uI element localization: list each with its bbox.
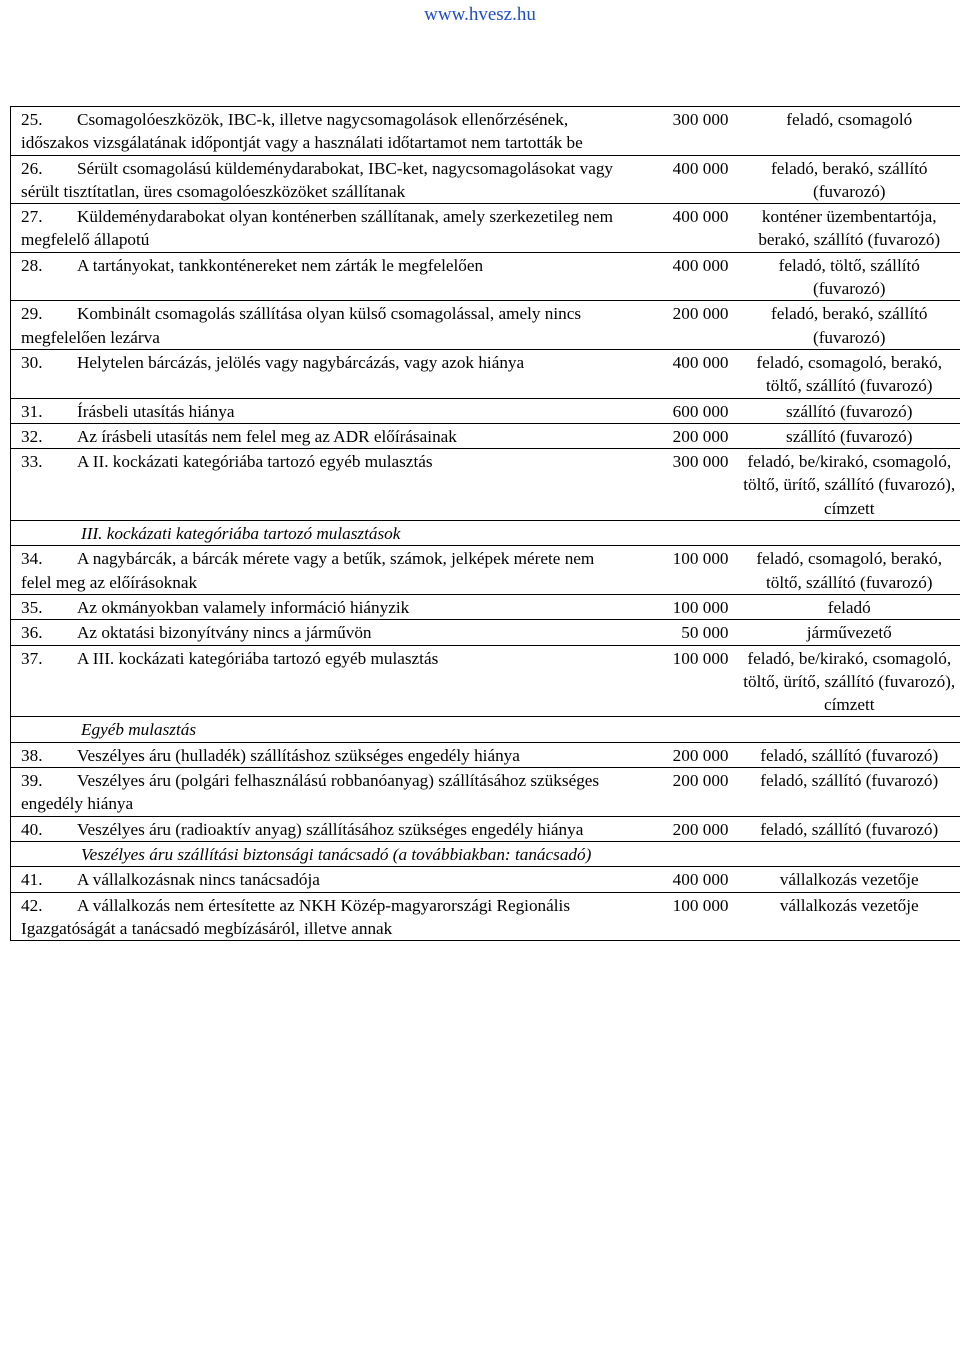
responsible-party: feladó, csomagoló, berakó, töltő, szállító (fuvarozó) bbox=[756, 352, 943, 396]
item-text: A vállalkozásnak nincs tanácsadója bbox=[77, 870, 320, 890]
item-number: 36. bbox=[21, 623, 43, 643]
description-block bbox=[11, 350, 623, 374]
fine-cell bbox=[633, 816, 741, 841]
fine-amount: 200 000 bbox=[672, 819, 729, 839]
item-number: 35. bbox=[21, 597, 43, 617]
item-text: A II. kockázati kategóriába tartozó egyéb mulasztás bbox=[77, 452, 433, 472]
spacer-cell bbox=[623, 204, 633, 253]
item-number: 40. bbox=[21, 819, 43, 839]
item-text: Az okmányokban valamely információ hiányzik bbox=[77, 597, 410, 617]
description-block bbox=[11, 449, 623, 473]
item-number: 30. bbox=[21, 352, 43, 372]
fine-amount: 300 000 bbox=[672, 452, 729, 472]
description-block bbox=[11, 399, 623, 423]
fine-cell bbox=[633, 742, 741, 767]
fine-cell bbox=[633, 449, 741, 521]
item-text: A III. kockázati kategóriába tartozó egyéb mulasztás bbox=[77, 648, 439, 668]
section-heading: III. kockázati kategóriába tartozó mulasztások bbox=[81, 524, 401, 544]
item-number: 32. bbox=[21, 426, 43, 446]
spacer-cell bbox=[623, 594, 633, 619]
item-text: Kombinált csomagolás szállítása olyan külső csomagolással, amely nincs megfelelően lezárva bbox=[21, 304, 582, 347]
fine-amount: 200 000 bbox=[672, 304, 729, 324]
item-number: 39. bbox=[21, 771, 43, 791]
description-cell bbox=[11, 546, 623, 595]
description-block bbox=[11, 620, 623, 644]
section-cell bbox=[11, 717, 960, 742]
responsible-cell bbox=[741, 349, 960, 398]
responsible-cell bbox=[741, 594, 960, 619]
fine-amount: 200 000 bbox=[672, 771, 729, 791]
description-block bbox=[11, 867, 623, 891]
item-text: Írásbeli utasítás hiánya bbox=[77, 401, 235, 421]
description-cell bbox=[11, 349, 623, 398]
responsible-party: járművezető bbox=[806, 623, 892, 643]
section-cell bbox=[11, 521, 960, 546]
spacer-cell bbox=[623, 892, 633, 941]
responsible-party: vállalkozás vezetője bbox=[779, 895, 919, 915]
description-cell bbox=[11, 892, 623, 941]
description-block bbox=[11, 424, 623, 448]
item-text: Az írásbeli utasítás nem felel meg az ADR előírásainak bbox=[77, 426, 457, 446]
description-cell bbox=[11, 252, 623, 301]
responsible-party: feladó, szállító (fuvarozó) bbox=[760, 745, 939, 765]
item-text: Helytelen bárcázás, jelölés vagy nagybárcázás, vagy azok hiánya bbox=[77, 352, 525, 372]
responsible-cell bbox=[741, 398, 960, 423]
site-url[interactable]: www.hvesz.hu bbox=[424, 4, 536, 25]
fine-cell bbox=[633, 594, 741, 619]
responsible-cell bbox=[741, 107, 960, 156]
responsible-party: feladó, be/kirakó, csomagoló, töltő, ürítő, szállító (fuvarozó), címzett bbox=[743, 648, 956, 715]
section-row bbox=[11, 521, 960, 546]
table-row bbox=[11, 768, 960, 817]
table-row bbox=[11, 816, 960, 841]
fine-cell bbox=[633, 301, 741, 350]
spacer-cell bbox=[623, 107, 633, 156]
penalty-table-container bbox=[10, 106, 960, 941]
spacer-cell bbox=[623, 867, 633, 892]
description-block bbox=[11, 204, 623, 252]
table-row bbox=[11, 107, 960, 156]
item-text: Sérült csomagolású küldeménydarabokat, IBC-ket, nagycsomagolásokat vagy sérült tisztítatlan, üres csomagolóeszközöket szállítanak bbox=[21, 158, 614, 201]
item-number: 33. bbox=[21, 452, 43, 472]
fine-cell bbox=[633, 155, 741, 204]
item-text: Veszélyes áru (hulladék) szállításhoz szükséges engedély hiánya bbox=[77, 745, 520, 765]
spacer-cell bbox=[623, 155, 633, 204]
item-number: 41. bbox=[21, 870, 43, 890]
fine-amount: 400 000 bbox=[672, 207, 729, 227]
description-cell bbox=[11, 204, 623, 253]
spacer-cell bbox=[623, 252, 633, 301]
description-block bbox=[11, 817, 623, 841]
fine-cell bbox=[633, 107, 741, 156]
fine-amount: 100 000 bbox=[672, 597, 729, 617]
responsible-party: feladó, berakó, szállító (fuvarozó) bbox=[770, 158, 928, 201]
fine-cell bbox=[633, 620, 741, 645]
fine-cell bbox=[633, 398, 741, 423]
spacer-cell bbox=[623, 301, 633, 350]
responsible-party: feladó, csomagoló, berakó, töltő, szállító (fuvarozó) bbox=[756, 549, 943, 592]
description-cell bbox=[11, 816, 623, 841]
section-cell bbox=[11, 841, 960, 866]
description-block bbox=[11, 743, 623, 767]
table-row bbox=[11, 398, 960, 423]
description-block bbox=[11, 546, 623, 594]
table-row bbox=[11, 423, 960, 448]
description-cell bbox=[11, 301, 623, 350]
table-row bbox=[11, 867, 960, 892]
item-text: Küldeménydarabokat olyan konténerben szállítanak, amely szerkezetileg nem megfelelő állapotú bbox=[21, 207, 613, 250]
description-block bbox=[11, 301, 623, 349]
fine-cell bbox=[633, 252, 741, 301]
item-number: 26. bbox=[21, 158, 43, 178]
fine-amount: 400 000 bbox=[672, 255, 729, 275]
responsible-cell bbox=[741, 867, 960, 892]
spacer-cell bbox=[623, 449, 633, 521]
fine-cell bbox=[633, 423, 741, 448]
item-text: Csomagolóeszközök, IBC-k, illetve nagycsomagolások ellenőrzésének, időszakos vizsgálatának időpontját vagy a használati időtartamot nem tartották be bbox=[21, 110, 583, 153]
spacer-cell bbox=[623, 768, 633, 817]
responsible-party: feladó, szállító (fuvarozó) bbox=[760, 819, 939, 839]
fine-cell bbox=[633, 867, 741, 892]
item-text: A tartányokat, tankkonténereket nem zárták le megfelelően bbox=[77, 255, 484, 275]
table-row bbox=[11, 620, 960, 645]
section-heading: Egyéb mulasztás bbox=[81, 720, 197, 740]
fine-cell bbox=[633, 645, 741, 717]
section-row bbox=[11, 717, 960, 742]
table-row bbox=[11, 892, 960, 941]
responsible-cell bbox=[741, 620, 960, 645]
description-block bbox=[11, 156, 623, 204]
fine-cell bbox=[633, 546, 741, 595]
fine-amount: 200 000 bbox=[672, 745, 729, 765]
section-row bbox=[11, 841, 960, 866]
table-row bbox=[11, 742, 960, 767]
responsible-cell bbox=[741, 742, 960, 767]
description-cell bbox=[11, 645, 623, 717]
responsible-party: vállalkozás vezetője bbox=[779, 870, 919, 890]
fine-cell bbox=[633, 892, 741, 941]
table-row bbox=[11, 252, 960, 301]
responsible-cell bbox=[741, 449, 960, 521]
spacer-cell bbox=[623, 423, 633, 448]
responsible-party: feladó, szállító (fuvarozó) bbox=[760, 771, 939, 791]
fine-amount: 400 000 bbox=[672, 352, 729, 372]
item-number: 29. bbox=[21, 304, 43, 324]
fine-amount: 400 000 bbox=[672, 870, 729, 890]
description-block bbox=[11, 768, 623, 816]
item-text: Az oktatási bizonyítvány nincs a járművön bbox=[77, 623, 372, 643]
responsible-cell bbox=[741, 204, 960, 253]
description-cell bbox=[11, 768, 623, 817]
description-cell bbox=[11, 742, 623, 767]
responsible-cell bbox=[741, 252, 960, 301]
fine-cell bbox=[633, 349, 741, 398]
responsible-cell bbox=[741, 423, 960, 448]
table-row bbox=[11, 546, 960, 595]
description-cell bbox=[11, 867, 623, 892]
item-text: Veszélyes áru (radioaktív anyag) szállításához szükséges engedély hiánya bbox=[77, 819, 584, 839]
fine-amount: 200 000 bbox=[672, 426, 729, 446]
description-cell bbox=[11, 594, 623, 619]
section-heading: Veszélyes áru szállítási biztonsági tanácsadó (a továbbiakban: tanácsadó) bbox=[81, 844, 592, 864]
description-cell bbox=[11, 620, 623, 645]
responsible-cell bbox=[741, 645, 960, 717]
item-number: 31. bbox=[21, 401, 43, 421]
fine-amount: 50 000 bbox=[681, 623, 729, 643]
fine-amount: 400 000 bbox=[672, 158, 729, 178]
description-block bbox=[11, 107, 623, 155]
description-block bbox=[11, 253, 623, 277]
fine-amount: 600 000 bbox=[672, 401, 729, 421]
table-row bbox=[11, 155, 960, 204]
fine-amount: 100 000 bbox=[672, 895, 729, 915]
responsible-cell bbox=[741, 301, 960, 350]
description-cell bbox=[11, 398, 623, 423]
responsible-cell bbox=[741, 816, 960, 841]
item-text: Veszélyes áru (polgári felhasználású robbanóanyag) szállításához szükséges engedély hiánya bbox=[21, 771, 600, 814]
description-block bbox=[11, 893, 623, 941]
fine-amount: 300 000 bbox=[672, 110, 729, 129]
responsible-cell bbox=[741, 768, 960, 817]
responsible-cell bbox=[741, 155, 960, 204]
item-number: 34. bbox=[21, 549, 43, 569]
fine-cell bbox=[633, 204, 741, 253]
penalty-table-body bbox=[11, 107, 960, 941]
responsible-party: feladó, csomagoló bbox=[786, 110, 913, 129]
responsible-party: konténer üzembentartója, berakó, szállító (fuvarozó) bbox=[758, 207, 941, 250]
table-row bbox=[11, 204, 960, 253]
fine-amount: 100 000 bbox=[672, 648, 729, 668]
description-cell bbox=[11, 155, 623, 204]
item-number: 28. bbox=[21, 255, 43, 275]
spacer-cell bbox=[623, 349, 633, 398]
responsible-party: feladó, be/kirakó, csomagoló, töltő, ürítő, szállító (fuvarozó), címzett bbox=[743, 452, 956, 518]
item-number: 38. bbox=[21, 745, 43, 765]
item-number: 37. bbox=[21, 648, 43, 668]
spacer-cell bbox=[623, 546, 633, 595]
item-text: A vállalkozás nem értesítette az NKH Közép-magyarországi Regionális Igazgatóságát a tanácsadó megbízásáról, illetve annak bbox=[21, 895, 571, 938]
spacer-cell bbox=[623, 742, 633, 767]
table-row bbox=[11, 645, 960, 717]
item-number: 25. bbox=[21, 110, 43, 129]
responsible-party: feladó, töltő, szállító (fuvarozó) bbox=[778, 255, 920, 299]
table-row bbox=[11, 594, 960, 619]
penalty-table bbox=[10, 106, 960, 941]
fine-cell bbox=[633, 768, 741, 817]
responsible-party: szállító (fuvarozó) bbox=[786, 426, 913, 446]
item-number: 42. bbox=[21, 895, 43, 915]
description-block bbox=[11, 595, 623, 619]
item-number: 27. bbox=[21, 207, 43, 227]
responsible-party: feladó, berakó, szállító (fuvarozó) bbox=[770, 304, 928, 347]
description-cell bbox=[11, 107, 623, 156]
responsible-party: feladó bbox=[827, 597, 871, 617]
description-cell bbox=[11, 423, 623, 448]
table-row bbox=[11, 449, 960, 521]
spacer-cell bbox=[623, 645, 633, 717]
description-block bbox=[11, 646, 623, 670]
table-row bbox=[11, 349, 960, 398]
responsible-cell bbox=[741, 546, 960, 595]
table-row bbox=[11, 301, 960, 350]
spacer-cell bbox=[623, 816, 633, 841]
spacer-cell bbox=[623, 620, 633, 645]
responsible-cell bbox=[741, 892, 960, 941]
item-text: A nagybárcák, a bárcák mérete vagy a betűk, számok, jelképek mérete nem felel meg az előírásoknak bbox=[21, 549, 595, 592]
responsible-party: szállító (fuvarozó) bbox=[786, 401, 913, 421]
fine-amount: 100 000 bbox=[672, 549, 729, 569]
spacer-cell bbox=[623, 398, 633, 423]
description-cell bbox=[11, 449, 623, 521]
